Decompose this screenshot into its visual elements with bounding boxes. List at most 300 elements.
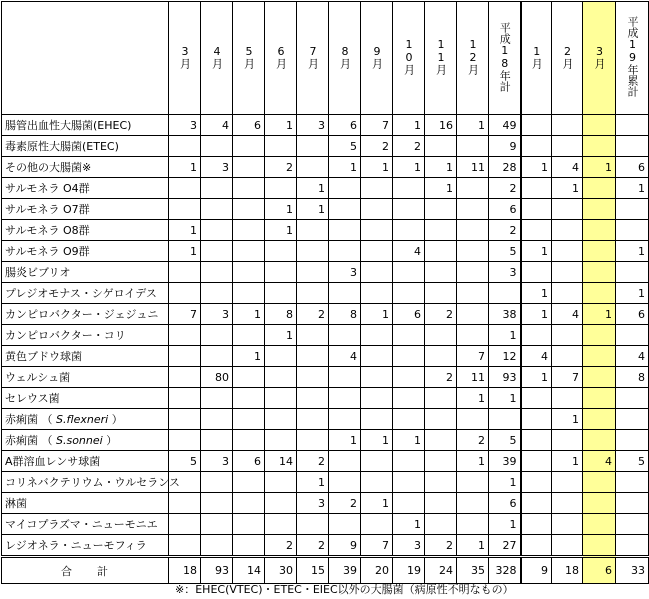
- value-cell: [457, 472, 489, 493]
- total-value-cell: 14: [233, 557, 265, 584]
- table-row: [2, 388, 649, 409]
- row-label: 淋菌: [2, 493, 169, 514]
- value-cell: [329, 472, 361, 493]
- value-cell: [233, 136, 265, 157]
- value-cell: 1: [457, 451, 489, 472]
- value-cell: 1: [489, 472, 521, 493]
- value-cell: 1: [457, 115, 489, 136]
- column-header-label: 8月: [338, 44, 352, 69]
- value-cell: 1: [297, 472, 329, 493]
- value-cell: 4: [616, 346, 649, 367]
- value-cell: [361, 178, 393, 199]
- value-cell: [616, 409, 649, 430]
- value-cell: [297, 157, 329, 178]
- value-cell: [521, 493, 552, 514]
- total-value-cell: 24: [425, 557, 457, 584]
- value-cell: 8: [616, 367, 649, 388]
- total-value-cell: 18: [552, 557, 583, 584]
- value-cell: [521, 199, 552, 220]
- row-label: 赤痢菌 （ S.flexneri ）: [2, 409, 169, 430]
- value-cell: 1: [169, 157, 201, 178]
- value-cell: [169, 514, 201, 535]
- value-cell: 6: [616, 157, 649, 178]
- value-cell: [297, 430, 329, 451]
- value-cell: [583, 367, 616, 388]
- total-value-cell: 18: [169, 557, 201, 584]
- value-cell: [361, 241, 393, 262]
- value-cell: 1: [552, 451, 583, 472]
- column-header-label: 平成18年計: [498, 21, 512, 92]
- value-cell: 2: [329, 493, 361, 514]
- value-cell: [616, 115, 649, 136]
- value-cell: [169, 325, 201, 346]
- value-cell: [583, 346, 616, 367]
- column-header-label: 7月: [306, 44, 320, 69]
- column-header-3: [265, 2, 297, 115]
- value-cell: [201, 325, 233, 346]
- value-cell: [552, 136, 583, 157]
- value-cell: [616, 535, 649, 557]
- value-cell: [265, 178, 297, 199]
- value-cell: [552, 199, 583, 220]
- value-cell: [169, 178, 201, 199]
- value-cell: 2: [489, 220, 521, 241]
- value-cell: 4: [583, 451, 616, 472]
- total-value-cell: 9: [521, 557, 552, 584]
- value-cell: [201, 241, 233, 262]
- value-cell: 80: [201, 367, 233, 388]
- value-cell: [265, 493, 297, 514]
- value-cell: [265, 283, 297, 304]
- value-cell: [201, 178, 233, 199]
- value-cell: [329, 178, 361, 199]
- value-cell: [457, 241, 489, 262]
- value-cell: [265, 241, 297, 262]
- value-cell: [616, 388, 649, 409]
- value-cell: [361, 325, 393, 346]
- value-cell: 1: [265, 220, 297, 241]
- value-cell: [393, 346, 425, 367]
- column-header-1: [201, 2, 233, 115]
- value-cell: [425, 514, 457, 535]
- value-cell: [233, 283, 265, 304]
- value-cell: 2: [425, 304, 457, 325]
- value-cell: [425, 388, 457, 409]
- value-cell: 1: [393, 115, 425, 136]
- corner-cell: [2, 2, 169, 115]
- value-cell: [521, 430, 552, 451]
- value-cell: 1: [425, 178, 457, 199]
- value-cell: 49: [489, 115, 521, 136]
- value-cell: [583, 178, 616, 199]
- value-cell: [329, 241, 361, 262]
- row-label: 腸炎ビブリオ: [2, 262, 169, 283]
- footnote: ※：EHEC(VTEC)・ETEC・EIEC以外の大腸菌（病原性不明なもの）: [175, 583, 514, 596]
- value-cell: 7: [361, 115, 393, 136]
- column-header-8: [425, 2, 457, 115]
- value-cell: 1: [552, 409, 583, 430]
- value-cell: 7: [361, 535, 393, 557]
- column-header-label: 5月: [242, 44, 256, 69]
- value-cell: 1: [393, 514, 425, 535]
- value-cell: [265, 346, 297, 367]
- value-cell: 2: [297, 304, 329, 325]
- value-cell: 1: [583, 157, 616, 178]
- value-cell: [361, 262, 393, 283]
- value-cell: [169, 136, 201, 157]
- value-cell: 7: [169, 304, 201, 325]
- value-cell: 28: [489, 157, 521, 178]
- value-cell: [329, 409, 361, 430]
- value-cell: [457, 220, 489, 241]
- value-cell: [233, 199, 265, 220]
- value-cell: [233, 430, 265, 451]
- value-cell: 5: [169, 451, 201, 472]
- bacteria-detection-table: [1, 1, 649, 584]
- row-label: ウェルシュ菌: [2, 367, 169, 388]
- value-cell: 2: [361, 136, 393, 157]
- value-cell: [201, 430, 233, 451]
- value-cell: 4: [393, 241, 425, 262]
- value-cell: [425, 409, 457, 430]
- value-cell: [616, 430, 649, 451]
- value-cell: [201, 220, 233, 241]
- value-cell: 8: [329, 304, 361, 325]
- value-cell: 4: [552, 157, 583, 178]
- value-cell: [616, 493, 649, 514]
- value-cell: [233, 325, 265, 346]
- value-cell: [201, 514, 233, 535]
- value-cell: [552, 241, 583, 262]
- value-cell: [233, 409, 265, 430]
- value-cell: [361, 451, 393, 472]
- value-cell: [552, 493, 583, 514]
- table-row: [2, 472, 649, 493]
- value-cell: [393, 367, 425, 388]
- value-cell: 3: [201, 451, 233, 472]
- value-cell: [393, 262, 425, 283]
- column-header-label: 9月: [370, 44, 384, 69]
- value-cell: [583, 325, 616, 346]
- value-cell: 1: [521, 283, 552, 304]
- value-cell: 1: [233, 346, 265, 367]
- value-cell: [329, 388, 361, 409]
- species-name: S.flexneri: [52, 413, 112, 426]
- value-cell: [201, 493, 233, 514]
- total-value-cell: 35: [457, 557, 489, 584]
- value-cell: [425, 220, 457, 241]
- column-header-7: [393, 2, 425, 115]
- value-cell: [393, 178, 425, 199]
- value-cell: [583, 430, 616, 451]
- row-label: サルモネラ O8群: [2, 220, 169, 241]
- value-cell: [583, 115, 616, 136]
- value-cell: 1: [521, 367, 552, 388]
- value-cell: [425, 283, 457, 304]
- value-cell: [201, 262, 233, 283]
- species-name: S.sonnei: [52, 434, 107, 447]
- table-row: [2, 304, 649, 325]
- value-cell: 1: [265, 325, 297, 346]
- value-cell: [361, 388, 393, 409]
- value-cell: 1: [616, 178, 649, 199]
- value-cell: [425, 199, 457, 220]
- column-header-label: 4月: [210, 44, 224, 69]
- value-cell: [201, 472, 233, 493]
- value-cell: [233, 472, 265, 493]
- value-cell: [297, 409, 329, 430]
- total-row: [2, 557, 649, 584]
- value-cell: [169, 388, 201, 409]
- row-label: 毒素原性大腸菌(ETEC): [2, 136, 169, 157]
- value-cell: [552, 472, 583, 493]
- value-cell: [616, 136, 649, 157]
- value-cell: [297, 262, 329, 283]
- total-value-cell: 328: [489, 557, 521, 584]
- value-cell: 1: [457, 388, 489, 409]
- value-cell: [201, 283, 233, 304]
- value-cell: [583, 262, 616, 283]
- value-cell: [169, 262, 201, 283]
- row-label: サルモネラ O4群: [2, 178, 169, 199]
- row-label: サルモネラ O7群: [2, 199, 169, 220]
- value-cell: [297, 388, 329, 409]
- value-cell: [361, 199, 393, 220]
- value-cell: [265, 388, 297, 409]
- value-cell: [425, 346, 457, 367]
- value-cell: [583, 388, 616, 409]
- value-cell: [583, 535, 616, 557]
- value-cell: [552, 283, 583, 304]
- value-cell: [201, 535, 233, 557]
- value-cell: 6: [489, 199, 521, 220]
- value-cell: 2: [457, 430, 489, 451]
- row-label: コリネバクテリウム・ウルセランス: [2, 472, 169, 493]
- value-cell: 2: [297, 451, 329, 472]
- column-header-10: [489, 2, 521, 115]
- column-header-11: [521, 2, 552, 115]
- value-cell: 1: [361, 304, 393, 325]
- value-cell: 39: [489, 451, 521, 472]
- column-header-5: [329, 2, 361, 115]
- value-cell: [393, 325, 425, 346]
- value-cell: 1: [329, 157, 361, 178]
- value-cell: 8: [265, 304, 297, 325]
- value-cell: 1: [489, 388, 521, 409]
- value-cell: 1: [265, 115, 297, 136]
- value-cell: 1: [552, 178, 583, 199]
- value-cell: [521, 535, 552, 557]
- value-cell: [297, 325, 329, 346]
- value-cell: [552, 514, 583, 535]
- value-cell: 3: [169, 115, 201, 136]
- value-cell: 3: [393, 535, 425, 557]
- value-cell: [297, 241, 329, 262]
- value-cell: [233, 157, 265, 178]
- table-row: [2, 157, 649, 178]
- column-header-label: 6月: [274, 44, 288, 69]
- row-label: レジオネラ・ニューモフィラ: [2, 535, 169, 557]
- value-cell: [521, 388, 552, 409]
- value-cell: 1: [297, 178, 329, 199]
- value-cell: [233, 178, 265, 199]
- value-cell: [521, 472, 552, 493]
- value-cell: [265, 430, 297, 451]
- value-cell: [521, 136, 552, 157]
- row-label: サルモネラ O9群: [2, 241, 169, 262]
- column-header-label: 3月: [178, 44, 192, 69]
- value-cell: [169, 346, 201, 367]
- value-cell: [201, 136, 233, 157]
- value-cell: [583, 493, 616, 514]
- value-cell: 1: [169, 220, 201, 241]
- table-row: [2, 430, 649, 451]
- value-cell: [521, 514, 552, 535]
- value-cell: [233, 241, 265, 262]
- value-cell: [583, 514, 616, 535]
- value-cell: [233, 493, 265, 514]
- value-cell: 3: [201, 304, 233, 325]
- value-cell: 3: [297, 115, 329, 136]
- value-cell: [297, 514, 329, 535]
- table-row: [2, 178, 649, 199]
- column-header-label: 11月: [434, 38, 448, 75]
- value-cell: [169, 493, 201, 514]
- value-cell: 1: [489, 325, 521, 346]
- value-cell: [425, 136, 457, 157]
- total-label: 合 計: [2, 557, 169, 584]
- value-cell: [361, 220, 393, 241]
- value-cell: [552, 346, 583, 367]
- value-cell: [297, 346, 329, 367]
- value-cell: 2: [265, 157, 297, 178]
- value-cell: 2: [393, 136, 425, 157]
- row-label: プレジオモナス・シゲロイデス: [2, 283, 169, 304]
- value-cell: 2: [265, 535, 297, 557]
- value-cell: 1: [616, 283, 649, 304]
- value-cell: [583, 472, 616, 493]
- value-cell: [329, 514, 361, 535]
- value-cell: 2: [425, 367, 457, 388]
- value-cell: [393, 199, 425, 220]
- value-cell: [425, 241, 457, 262]
- value-cell: 6: [233, 115, 265, 136]
- table-row: [2, 367, 649, 388]
- value-cell: 1: [297, 199, 329, 220]
- table-row: [2, 136, 649, 157]
- value-cell: [329, 325, 361, 346]
- value-cell: [329, 451, 361, 472]
- value-cell: [583, 241, 616, 262]
- value-cell: 5: [329, 136, 361, 157]
- value-cell: 1: [169, 241, 201, 262]
- value-cell: [552, 325, 583, 346]
- value-cell: 93: [489, 367, 521, 388]
- total-value-cell: 33: [616, 557, 649, 584]
- value-cell: [169, 430, 201, 451]
- value-cell: [265, 262, 297, 283]
- value-cell: 4: [329, 346, 361, 367]
- value-cell: 11: [457, 367, 489, 388]
- value-cell: [393, 472, 425, 493]
- value-cell: [521, 220, 552, 241]
- table-row: [2, 451, 649, 472]
- value-cell: [616, 514, 649, 535]
- value-cell: [329, 220, 361, 241]
- column-header-label: 1月: [530, 44, 544, 69]
- row-label: その他の大腸菌※: [2, 157, 169, 178]
- value-cell: [393, 493, 425, 514]
- value-cell: [361, 514, 393, 535]
- table-row: [2, 115, 649, 136]
- table-row: [2, 514, 649, 535]
- value-cell: [457, 199, 489, 220]
- value-cell: [552, 220, 583, 241]
- value-cell: [552, 430, 583, 451]
- value-cell: 3: [297, 493, 329, 514]
- row-label: 赤痢菌 （ S.sonnei ）: [2, 430, 169, 451]
- value-cell: [265, 367, 297, 388]
- value-cell: [552, 262, 583, 283]
- value-cell: [233, 367, 265, 388]
- value-cell: [425, 430, 457, 451]
- value-cell: 7: [552, 367, 583, 388]
- value-cell: [616, 199, 649, 220]
- column-header-label: 2月: [561, 44, 574, 69]
- value-cell: [361, 283, 393, 304]
- value-cell: 14: [265, 451, 297, 472]
- value-cell: [521, 262, 552, 283]
- value-cell: [616, 220, 649, 241]
- value-cell: [169, 367, 201, 388]
- value-cell: [297, 283, 329, 304]
- table-row: [2, 325, 649, 346]
- value-cell: 6: [233, 451, 265, 472]
- value-cell: [521, 451, 552, 472]
- value-cell: [425, 262, 457, 283]
- value-cell: [169, 283, 201, 304]
- column-header-12: [552, 2, 583, 115]
- header-row: [2, 2, 649, 115]
- value-cell: [169, 199, 201, 220]
- value-cell: [457, 514, 489, 535]
- value-cell: [233, 535, 265, 557]
- row-label: マイコプラズマ・ニューモニエ: [2, 514, 169, 535]
- value-cell: 1: [425, 157, 457, 178]
- value-cell: [425, 325, 457, 346]
- value-cell: 2: [425, 535, 457, 557]
- value-cell: 1: [361, 157, 393, 178]
- total-value-cell: 15: [297, 557, 329, 584]
- value-cell: [361, 472, 393, 493]
- value-cell: 12: [489, 346, 521, 367]
- value-cell: 9: [489, 136, 521, 157]
- value-cell: [233, 262, 265, 283]
- column-header-4: [297, 2, 329, 115]
- value-cell: 1: [265, 199, 297, 220]
- value-cell: 5: [489, 241, 521, 262]
- value-cell: [233, 514, 265, 535]
- value-cell: [552, 535, 583, 557]
- value-cell: [361, 367, 393, 388]
- column-header-9: [457, 2, 489, 115]
- value-cell: [201, 388, 233, 409]
- value-cell: [616, 472, 649, 493]
- value-cell: [457, 262, 489, 283]
- column-header-label: 平成19年累計: [626, 16, 639, 97]
- row-label: カンピロバクター・コリ: [2, 325, 169, 346]
- value-cell: [425, 493, 457, 514]
